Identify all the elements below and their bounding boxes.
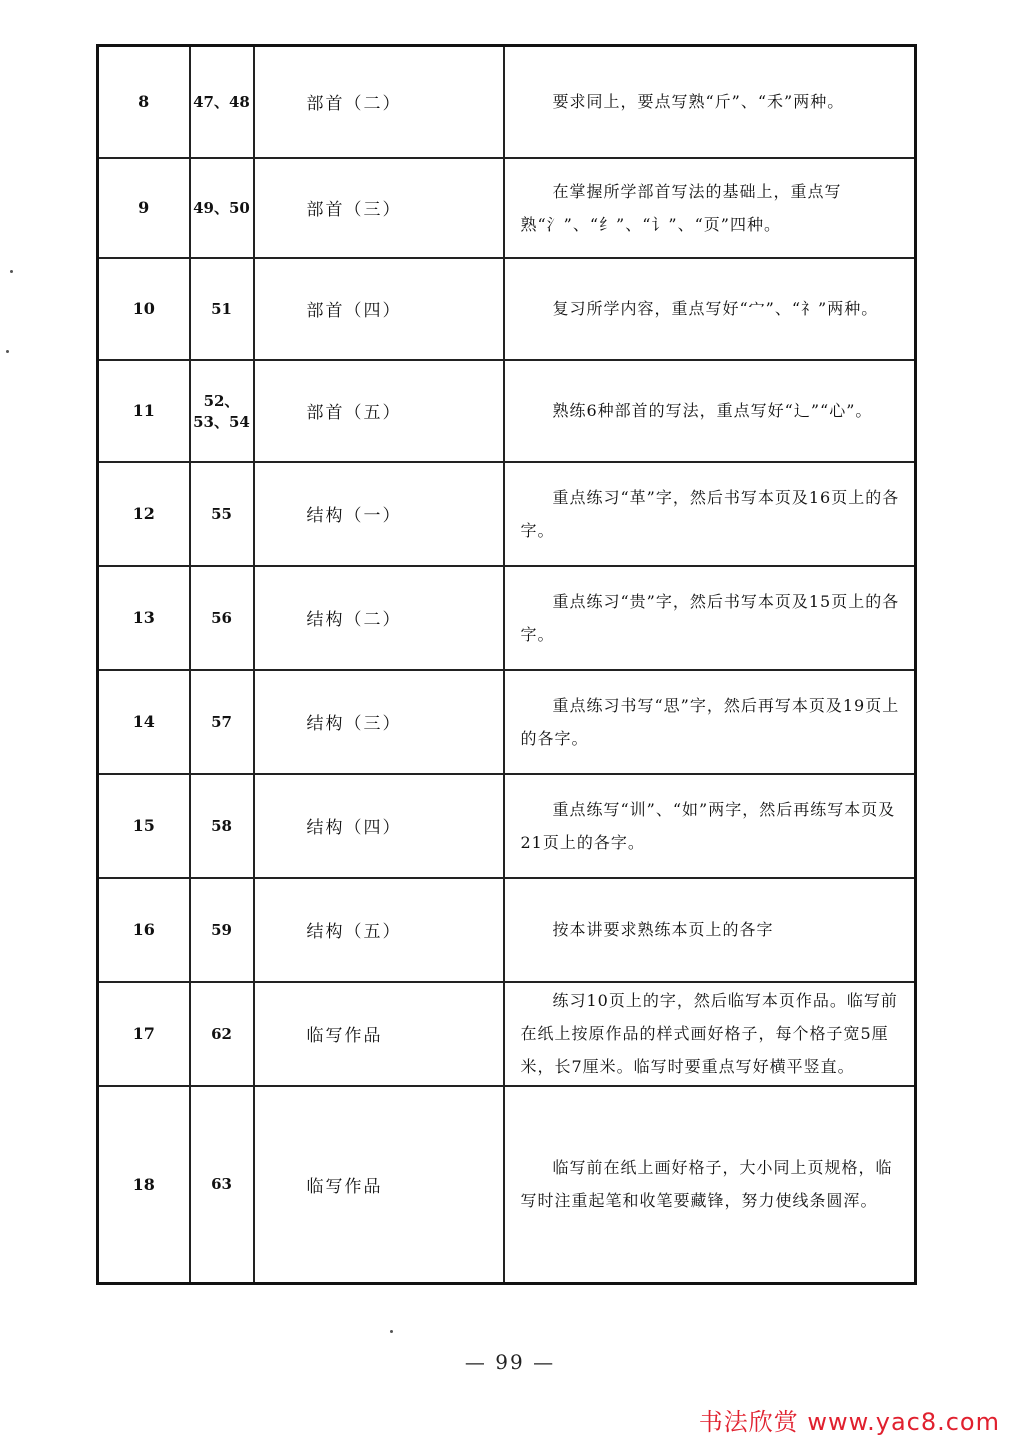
site-watermark: 书法欣赏 www.yac8.com (698, 1408, 1000, 1436)
table-row (98, 462, 916, 566)
requirement: 重点练习书写“思”字，然后再写本页及19页上的各字。 (520, 695, 900, 748)
topic: 结构（五） (306, 922, 402, 942)
requirement: 要求同上，要点写熟“斤”、“禾”两种。 (552, 92, 845, 112)
lesson-table (96, 44, 917, 1285)
lesson-number-cell (98, 982, 190, 1086)
page-ref: 47、48 (193, 93, 250, 112)
page-ref: 58 (211, 816, 232, 835)
topic-cell (254, 158, 504, 258)
requirement: 重点练习“贵”字，然后书写本页及15页上的各字。 (520, 591, 900, 644)
page-ref: 57 (211, 712, 232, 731)
page-ref-cell (190, 1086, 254, 1284)
requirement: 重点练写“训”、“如”两字，然后再练写本页及21页上的各字。 (520, 799, 896, 852)
topic-cell (254, 258, 504, 360)
topic: 临写作品 (306, 1026, 383, 1046)
topic: 部首（三） (306, 200, 402, 220)
page-ref-cell (190, 46, 254, 158)
lesson-number-cell (98, 46, 190, 158)
page-ref-cell (190, 158, 254, 258)
topic-cell (254, 462, 504, 566)
topic: 结构（三） (306, 714, 402, 734)
requirement: 重点练习“革”字，然后书写本页及16页上的各字。 (520, 487, 900, 540)
requirement: 复习所学内容，重点写好“宀”、“礻”两种。 (552, 299, 879, 318)
table-row (98, 258, 916, 360)
topic-cell (254, 566, 504, 670)
scan-speck (6, 350, 9, 353)
lesson-number: 18 (132, 1174, 155, 1194)
requirement: 练习10页上的字，然后临写本页作品。临写前在纸上按原作品的样式画好格子，每个格子宽5厘米，长7厘米。临写时要重点写好横平竖直。 (520, 991, 898, 1076)
topic: 临写作品 (306, 1176, 383, 1197)
requirement-cell (504, 878, 916, 982)
requirement-cell (504, 566, 916, 670)
lesson-number: 17 (132, 1024, 155, 1043)
requirement-cell (504, 158, 916, 258)
page-ref-cell (190, 258, 254, 360)
lesson-number-cell (98, 878, 190, 982)
page-ref-cell (190, 878, 254, 982)
page-ref: 59 (211, 920, 232, 939)
topic-cell (254, 670, 504, 774)
lesson-number-cell (98, 670, 190, 774)
requirement-cell (504, 774, 916, 878)
topic: 结构（二） (306, 610, 402, 630)
page-ref-cell (190, 982, 254, 1086)
scan-speck (390, 1330, 393, 1333)
requirement-cell (504, 360, 916, 462)
page-ref-cell (190, 462, 254, 566)
table-row (98, 774, 916, 878)
lesson-number-cell (98, 1086, 190, 1284)
requirement-cell (504, 46, 916, 158)
lesson-number: 16 (132, 920, 155, 939)
topic-cell (254, 878, 504, 982)
table-row (98, 158, 916, 258)
requirement-cell (504, 462, 916, 566)
requirement: 在掌握所学部首写法的基础上，重点写熟“氵”、“纟”、“讠”、“页”四种。 (520, 181, 842, 234)
page-ref: 62 (211, 1024, 232, 1043)
page-ref: 49、50 (193, 199, 250, 217)
lesson-number: 10 (132, 299, 155, 318)
page-ref-cell (190, 566, 254, 670)
topic-cell (254, 982, 504, 1086)
lesson-number: 9 (138, 198, 150, 217)
topic: 部首（五） (306, 403, 402, 423)
topic: 结构（四） (306, 818, 402, 838)
page-ref-cell (190, 774, 254, 878)
lesson-number: 15 (132, 816, 155, 835)
page-ref: 51 (211, 299, 232, 318)
page-ref: 63 (211, 1175, 232, 1194)
requirement-cell (504, 258, 916, 360)
lesson-number-cell (98, 462, 190, 566)
table-row (98, 670, 916, 774)
table-row (98, 360, 916, 462)
table-row (98, 878, 916, 982)
topic: 结构（一） (306, 506, 402, 526)
requirement: 临写前在纸上画好格子，大小同上页规格，临写时注重起笔和收笔要藏锋，努力使线条圆浑。 (520, 1158, 893, 1211)
table-row (98, 566, 916, 670)
requirement-cell (504, 1086, 916, 1284)
lesson-number-cell (98, 360, 190, 462)
table-row (98, 46, 916, 158)
requirement: 熟练6种部首的写法，重点写好“辶”“心”。 (552, 401, 873, 420)
requirement-cell (504, 670, 916, 774)
lesson-number: 11 (132, 401, 155, 420)
page-ref: 56 (211, 608, 232, 627)
table-row (98, 1086, 916, 1284)
lesson-number-cell (98, 774, 190, 878)
scan-speck (10, 270, 13, 273)
topic: 部首（二） (306, 94, 402, 115)
lesson-number-cell (98, 258, 190, 360)
page-ref-cell (190, 670, 254, 774)
topic-cell (254, 360, 504, 462)
lesson-number: 8 (138, 92, 150, 112)
page-ref: 55 (211, 504, 232, 523)
topic-cell (254, 46, 504, 158)
page-number: — 99 — (464, 1350, 556, 1374)
page-ref-cell (190, 360, 254, 462)
lesson-number-cell (98, 158, 190, 258)
requirement: 按本讲要求熟练本页上的各字 (552, 920, 774, 939)
topic-cell (254, 774, 504, 878)
requirement-cell (504, 982, 916, 1086)
table-row (98, 982, 916, 1086)
page-ref: 52、53、54 (193, 391, 250, 431)
lesson-number: 14 (132, 712, 155, 731)
lesson-number-cell (98, 566, 190, 670)
topic: 部首（四） (306, 301, 402, 321)
lesson-number: 12 (132, 504, 155, 523)
lesson-number: 13 (132, 608, 155, 627)
topic-cell (254, 1086, 504, 1284)
